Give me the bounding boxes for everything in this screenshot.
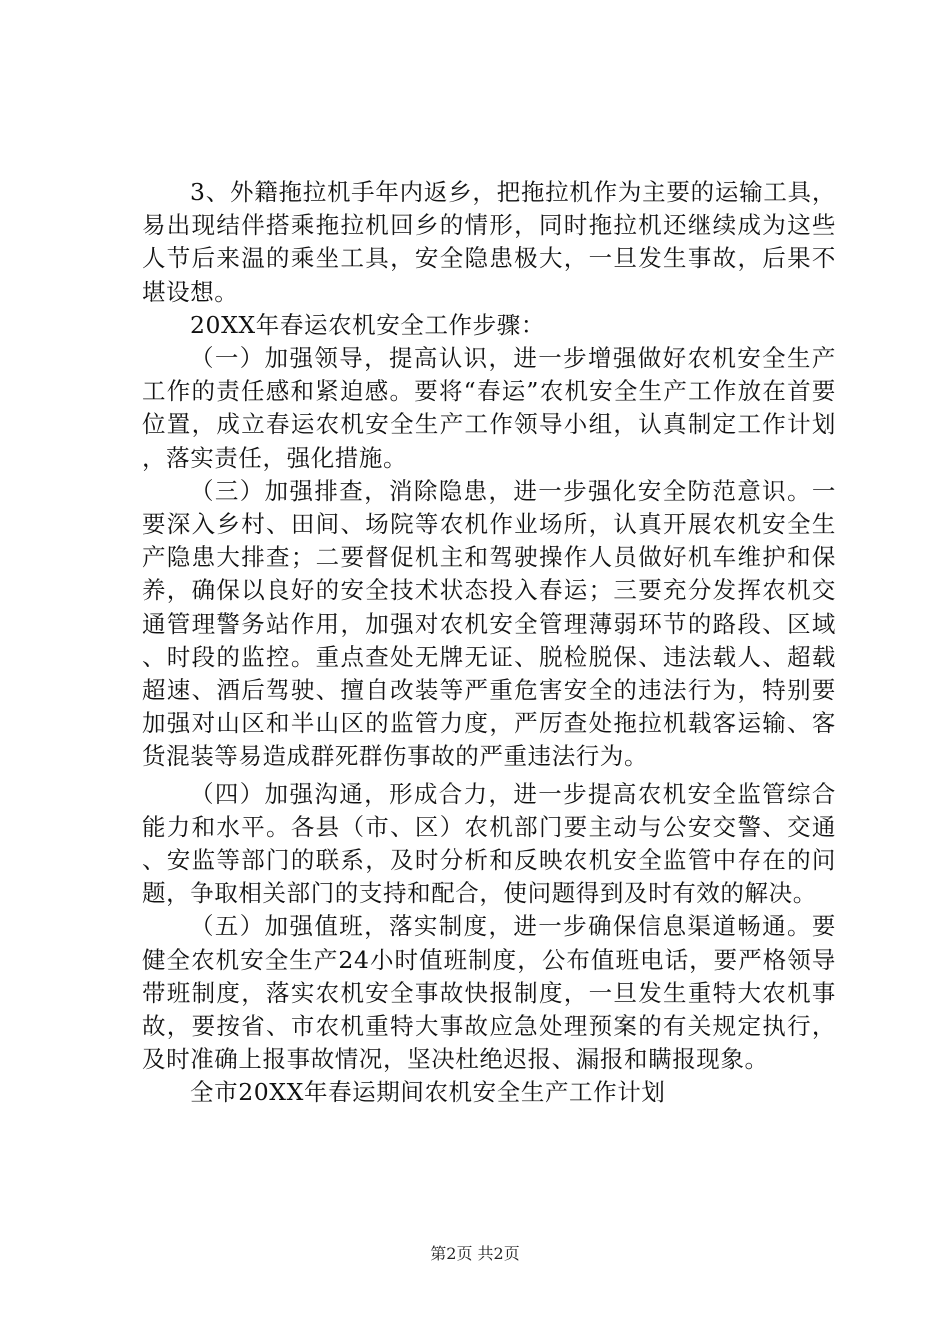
paragraph-step-4-communication: （四）加强沟通，形成合力，进一步提高农机安全监管综合能力和水平。各县（市、区）农机部门要主动与公安交警、交通、安监等部门的联系，及时分析和反映农机安全监管中存在的问题，争取相关部门的支持和配合，使问题得到及时有效的解决。 [142,779,836,908]
paragraph-closing-title: 全市20XX年春运期间农机安全生产工作计划 [190,1078,666,1107]
document-body [142,176,836,1110]
page-number-footer: 第2页 共2页 [430,1244,520,1263]
paragraph-step-1-leadership: （一）加强领导，提高认识，进一步增强做好农机安全生产工作的责任感和紧迫感。要将“春运”农机安全生产工作放在首要位置，成立春运农机安全生产工作领导小组，认真制定工作计划，落实责任，强化措施。 [142,344,836,472]
paragraph-step-5-duty: （五）加强值班，落实制度，进一步确保信息渠道畅通。要健全农机安全生产24小时值班制度，公布值班电话，要严格领导带班制度，落实农机安全事故快报制度，一旦发生重特大农机事故，要按省、市农机重特大事故应急处理预案的有关规定执行，及时准确上报事故情况，坚决杜绝迟报、漏报和瞒报现象。 [142,912,836,1074]
paragraph-step-3-inspection: （三）加强排查，消除隐患，进一步强化安全防范意识。一要深入乡村、田间、场院等农机作业场所，认真开展农机安全生产隐患大排查；二要督促机主和驾驶操作人员做好机车维护和保养，确保以良好的安全技术状态投入春运；三要充分发挥农机交通管理警务站作用，加强对农机安全管理薄弱环节的路段、区域、时段的监控。重点查处无牌无证、脱检脱保、违法载人、超载超速、酒后驾驶、擅自改装等严重危害安全的违法行为，特别要加强对山区和半山区的监管力度，严厉查处拖拉机载客运输、客货混装等易造成群死群伤事故的严重违法行为。 [142,476,836,771]
paragraph-steps-heading: 20XX年春运农机安全工作步骤： [190,310,545,339]
paragraph-returning-tractor-drivers: 3、外籍拖拉机手年内返乡，把拖拉机作为主要的运输工具，易出现结伴搭乘拖拉机回乡的情形，同时拖拉机还继续成为这些人节后来温的乘坐工具，安全隐患极大，一旦发生事故，后果不堪设想。 [142,178,836,306]
